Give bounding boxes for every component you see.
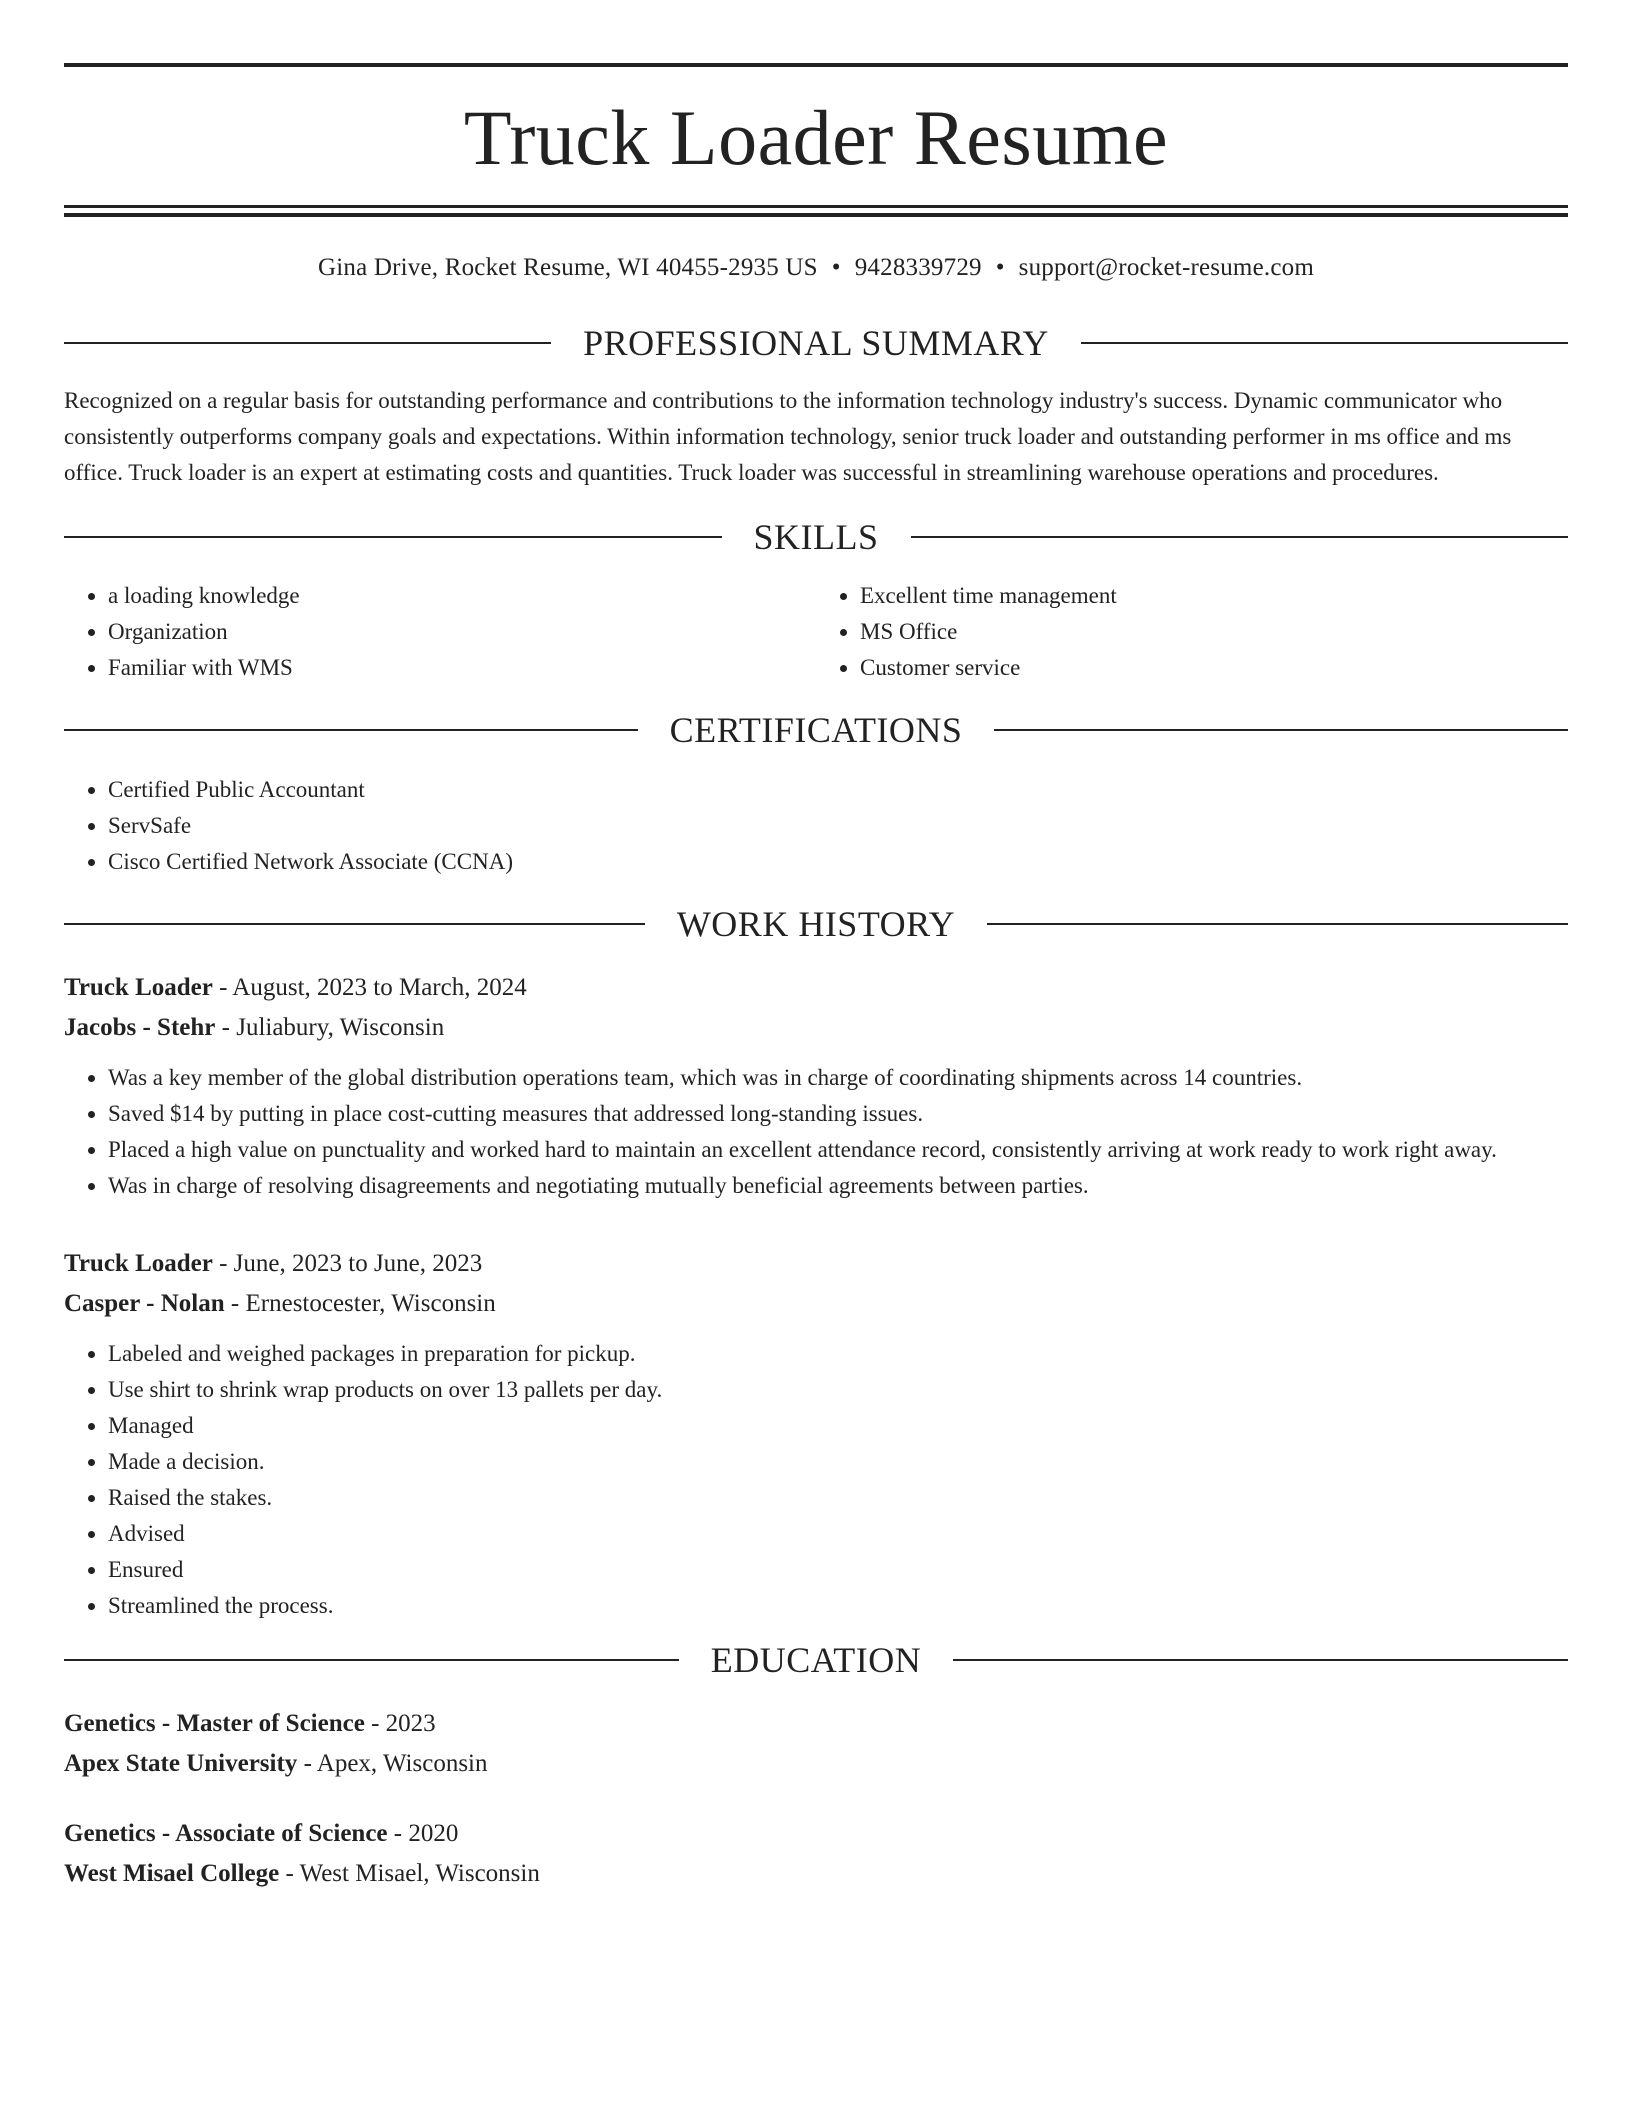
contact-email: support@rocket-resume.com (1018, 254, 1314, 281)
section-heading-certifications (64, 712, 1568, 748)
section-heading-label: CERTIFICATIONS (669, 710, 963, 750)
education-entry (64, 1814, 1568, 1894)
education-entry (64, 1704, 1568, 1784)
list-item: • Made a decision. (108, 1444, 1568, 1480)
list-item: • Raised the stakes. (108, 1480, 1568, 1516)
education-school-line (64, 1854, 1568, 1894)
contact-separator: • (995, 254, 1005, 281)
skills-list-right (816, 578, 1568, 686)
contact-phone: 9428339729 (854, 254, 982, 281)
job-title-line (64, 968, 1568, 1008)
list-item: • ServSafe (108, 808, 1568, 844)
list-item: • Was in charge of resolving disagreements and negotiating mutually beneficial agreements between parties. (108, 1168, 1568, 1204)
section-heading-label: PROFESSIONAL SUMMARY (583, 323, 1049, 363)
contact-separator: • (831, 254, 841, 281)
list-item: • Excellent time management (860, 578, 1568, 614)
list-item: • Managed (108, 1408, 1568, 1444)
education-school-line (64, 1744, 1568, 1784)
section-heading-label: SKILLS (753, 517, 879, 557)
section-heading-label: WORK HISTORY (676, 904, 956, 944)
list-item: • MS Office (860, 614, 1568, 650)
list-item: • Cisco Certified Network Associate (CCNA) (108, 844, 1568, 880)
list-item: • Was a key member of the global distribution operations team, which was in charge of coordinating shipments across 14 countries. (108, 1060, 1568, 1096)
section-heading-label: EDUCATION (710, 1640, 922, 1680)
education-school: Apex State University (64, 1750, 298, 1777)
list-item: • Advised (108, 1516, 1568, 1552)
job-bullets (64, 1060, 1568, 1204)
job-company: Casper - Nolan (64, 1290, 225, 1317)
page-title: Truck Loader Resume (463, 94, 1169, 181)
education-year: - 2020 (387, 1820, 459, 1847)
job-company-line (64, 1284, 1568, 1324)
list-item: • Streamlined the process. (108, 1588, 1568, 1624)
section-heading-skills (64, 519, 1568, 555)
job-dates: - June, 2023 to June, 2023 (212, 1250, 483, 1277)
list-item: • Familiar with WMS (108, 650, 816, 686)
job-title: Truck Loader (64, 974, 213, 1001)
job-entry (64, 1244, 1568, 1624)
skills-grid (64, 578, 1568, 686)
list-item: • Use shirt to shrink wrap products on over 13 pallets per day. (108, 1372, 1568, 1408)
job-dates: - August, 2023 to March, 2024 (212, 974, 527, 1001)
job-company-line (64, 1008, 1568, 1048)
list-item: • Customer service (860, 650, 1568, 686)
job-entry (64, 968, 1568, 1204)
list-item: • Placed a high value on punctuality and worked hard to maintain an excellent attendance record, consistently arriving at work ready to work right away. (108, 1132, 1568, 1168)
job-company: Jacobs - Stehr (64, 1014, 216, 1041)
job-title: Truck Loader (64, 1250, 213, 1277)
contact-address: Gina Drive, Rocket Resume, WI 40455-2935 US (318, 254, 818, 281)
job-bullets (64, 1336, 1568, 1624)
top-rule (64, 63, 1568, 67)
job-title-line (64, 1244, 1568, 1284)
skills-column-left (64, 578, 816, 686)
education-year: - 2023 (364, 1710, 436, 1737)
list-item: • Organization (108, 614, 816, 650)
section-heading-education (64, 1642, 1568, 1678)
skills-column-right (816, 578, 1568, 686)
title-double-rule (64, 205, 1568, 217)
job-location: - Juliabury, Wisconsin (215, 1014, 445, 1041)
education-location: - Apex, Wisconsin (297, 1750, 488, 1777)
contact-line (64, 254, 1568, 282)
education-degree: Genetics - Master of Science (64, 1710, 365, 1737)
education-degree: Genetics - Associate of Science (64, 1820, 388, 1847)
list-item: • Ensured (108, 1552, 1568, 1588)
section-heading-summary (64, 325, 1568, 361)
certifications-list (64, 772, 1568, 880)
list-item: • Saved $14 by putting in place cost-cutting measures that addressed long-standing issues. (108, 1096, 1568, 1132)
section-heading-work-history (64, 906, 1568, 942)
education-degree-line (64, 1814, 1568, 1854)
list-item: • a loading knowledge (108, 578, 816, 614)
list-item: • Certified Public Accountant (108, 772, 1568, 808)
summary-text: Recognized on a regular basis for outstanding performance and contributions to the information technology industry's success. Dynamic communicator who consistently outperforms company goals and expectations. Within information technology, senior truck loader and outstanding performer in ms office and ms office. Truck loader is an expert at estimating costs and quantities. Truck loader was successful in streamlining warehouse operations and procedures. (64, 388, 1512, 485)
resume-content (64, 0, 1568, 1894)
education-location: - West Misael, Wisconsin (279, 1860, 540, 1887)
education-school: West Misael College (64, 1860, 280, 1887)
skills-list-left (64, 578, 816, 686)
education-degree-line (64, 1704, 1568, 1744)
list-item: • Labeled and weighed packages in preparation for pickup. (108, 1336, 1568, 1372)
job-location: - Ernestocester, Wisconsin (224, 1290, 496, 1317)
